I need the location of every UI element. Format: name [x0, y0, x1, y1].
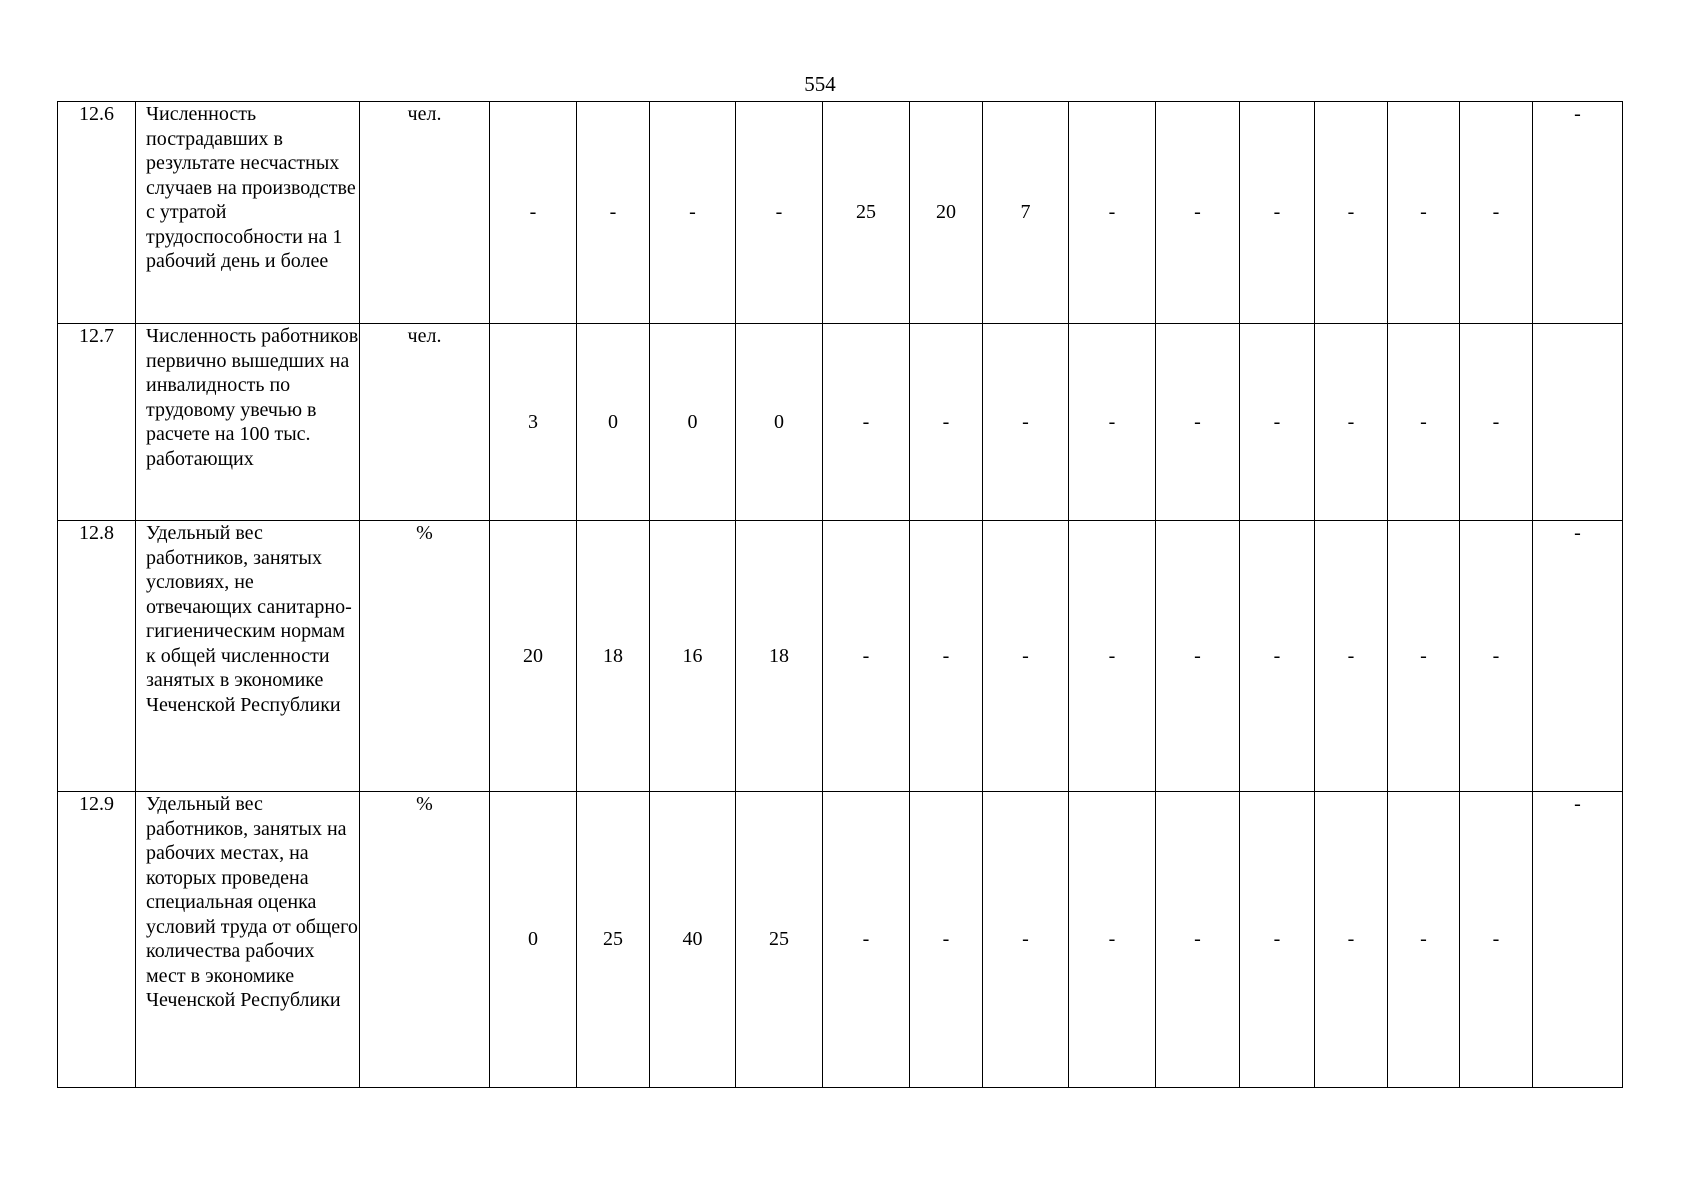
last-column-cell: - — [1533, 521, 1623, 792]
value-cell: - — [983, 521, 1069, 792]
table-row — [58, 521, 1623, 792]
page-number: 554 — [804, 72, 836, 96]
value-cell: - — [1315, 792, 1388, 1088]
indicator-name: Численность работников первично вышедших на инвалидность по трудовому увечью в расчете на 100 тыс. работающих — [136, 324, 360, 521]
indicator-name: Удельный вес работников, занятых на рабочих местах, на которых проведена специальная оценка условий труда от общего количества рабочих мест в экономике Чеченской Республики — [136, 792, 360, 1088]
value-cell: - — [1460, 324, 1533, 521]
table-row — [58, 102, 1623, 324]
value-cell: 7 — [983, 102, 1069, 324]
table-row — [58, 324, 1623, 521]
value-cell: 20 — [490, 521, 577, 792]
value-cell: 25 — [577, 792, 650, 1088]
value-cell: - — [1240, 521, 1315, 792]
last-column-cell: - — [1533, 792, 1623, 1088]
value-cell: 0 — [577, 324, 650, 521]
last-column-cell — [1533, 324, 1623, 521]
indicator-name: Удельный вес работников, занятых условиях, не отвечающих санитарно-гигиеническим нормам к общей численности занятых в экономике Чеченской Республики — [136, 521, 360, 792]
value-cell: - — [1315, 324, 1388, 521]
value-cell: - — [1156, 792, 1240, 1088]
row-number: 12.9 — [58, 792, 136, 1088]
unit-cell: чел. — [360, 324, 490, 521]
value-cell: 20 — [910, 102, 983, 324]
value-cell: - — [1069, 521, 1156, 792]
value-cell: - — [1388, 102, 1460, 324]
table-row — [58, 792, 1623, 1088]
value-cell: - — [577, 102, 650, 324]
value-cell: - — [1315, 102, 1388, 324]
value-cell: - — [650, 102, 736, 324]
value-cell: - — [910, 792, 983, 1088]
value-cell: 16 — [650, 521, 736, 792]
value-cell: - — [823, 521, 910, 792]
unit-cell: % — [360, 792, 490, 1088]
unit-cell: чел. — [360, 102, 490, 324]
value-cell: - — [1388, 792, 1460, 1088]
indicators-table — [57, 101, 1623, 1088]
value-cell: - — [983, 792, 1069, 1088]
value-cell: - — [823, 792, 910, 1088]
value-cell: - — [1315, 521, 1388, 792]
row-number: 12.7 — [58, 324, 136, 521]
value-cell: 25 — [736, 792, 823, 1088]
value-cell: 18 — [577, 521, 650, 792]
value-cell: - — [1460, 102, 1533, 324]
value-cell: - — [910, 324, 983, 521]
value-cell: 18 — [736, 521, 823, 792]
row-number: 12.8 — [58, 521, 136, 792]
value-cell: - — [910, 521, 983, 792]
unit-cell: % — [360, 521, 490, 792]
value-cell: - — [490, 102, 577, 324]
value-cell: - — [1156, 324, 1240, 521]
row-number: 12.6 — [58, 102, 136, 324]
value-cell: - — [1388, 324, 1460, 521]
indicator-name: Численность пострадавших в результате несчастных случаев на производстве с утратой трудоспособности на 1 рабочий день и более — [136, 102, 360, 324]
value-cell: - — [1240, 102, 1315, 324]
value-cell: - — [1156, 102, 1240, 324]
value-cell: - — [1460, 521, 1533, 792]
value-cell: - — [1069, 792, 1156, 1088]
value-cell: - — [1240, 324, 1315, 521]
value-cell: - — [1240, 792, 1315, 1088]
value-cell: - — [823, 324, 910, 521]
value-cell: - — [1069, 102, 1156, 324]
value-cell: 0 — [650, 324, 736, 521]
value-cell: - — [983, 324, 1069, 521]
value-cell: 0 — [490, 792, 577, 1088]
value-cell: 0 — [736, 324, 823, 521]
value-cell: - — [736, 102, 823, 324]
last-column-cell: - — [1533, 102, 1623, 324]
value-cell: - — [1069, 324, 1156, 521]
value-cell: 25 — [823, 102, 910, 324]
value-cell: 3 — [490, 324, 577, 521]
value-cell: 40 — [650, 792, 736, 1088]
value-cell: - — [1460, 792, 1533, 1088]
value-cell: - — [1388, 521, 1460, 792]
value-cell: - — [1156, 521, 1240, 792]
